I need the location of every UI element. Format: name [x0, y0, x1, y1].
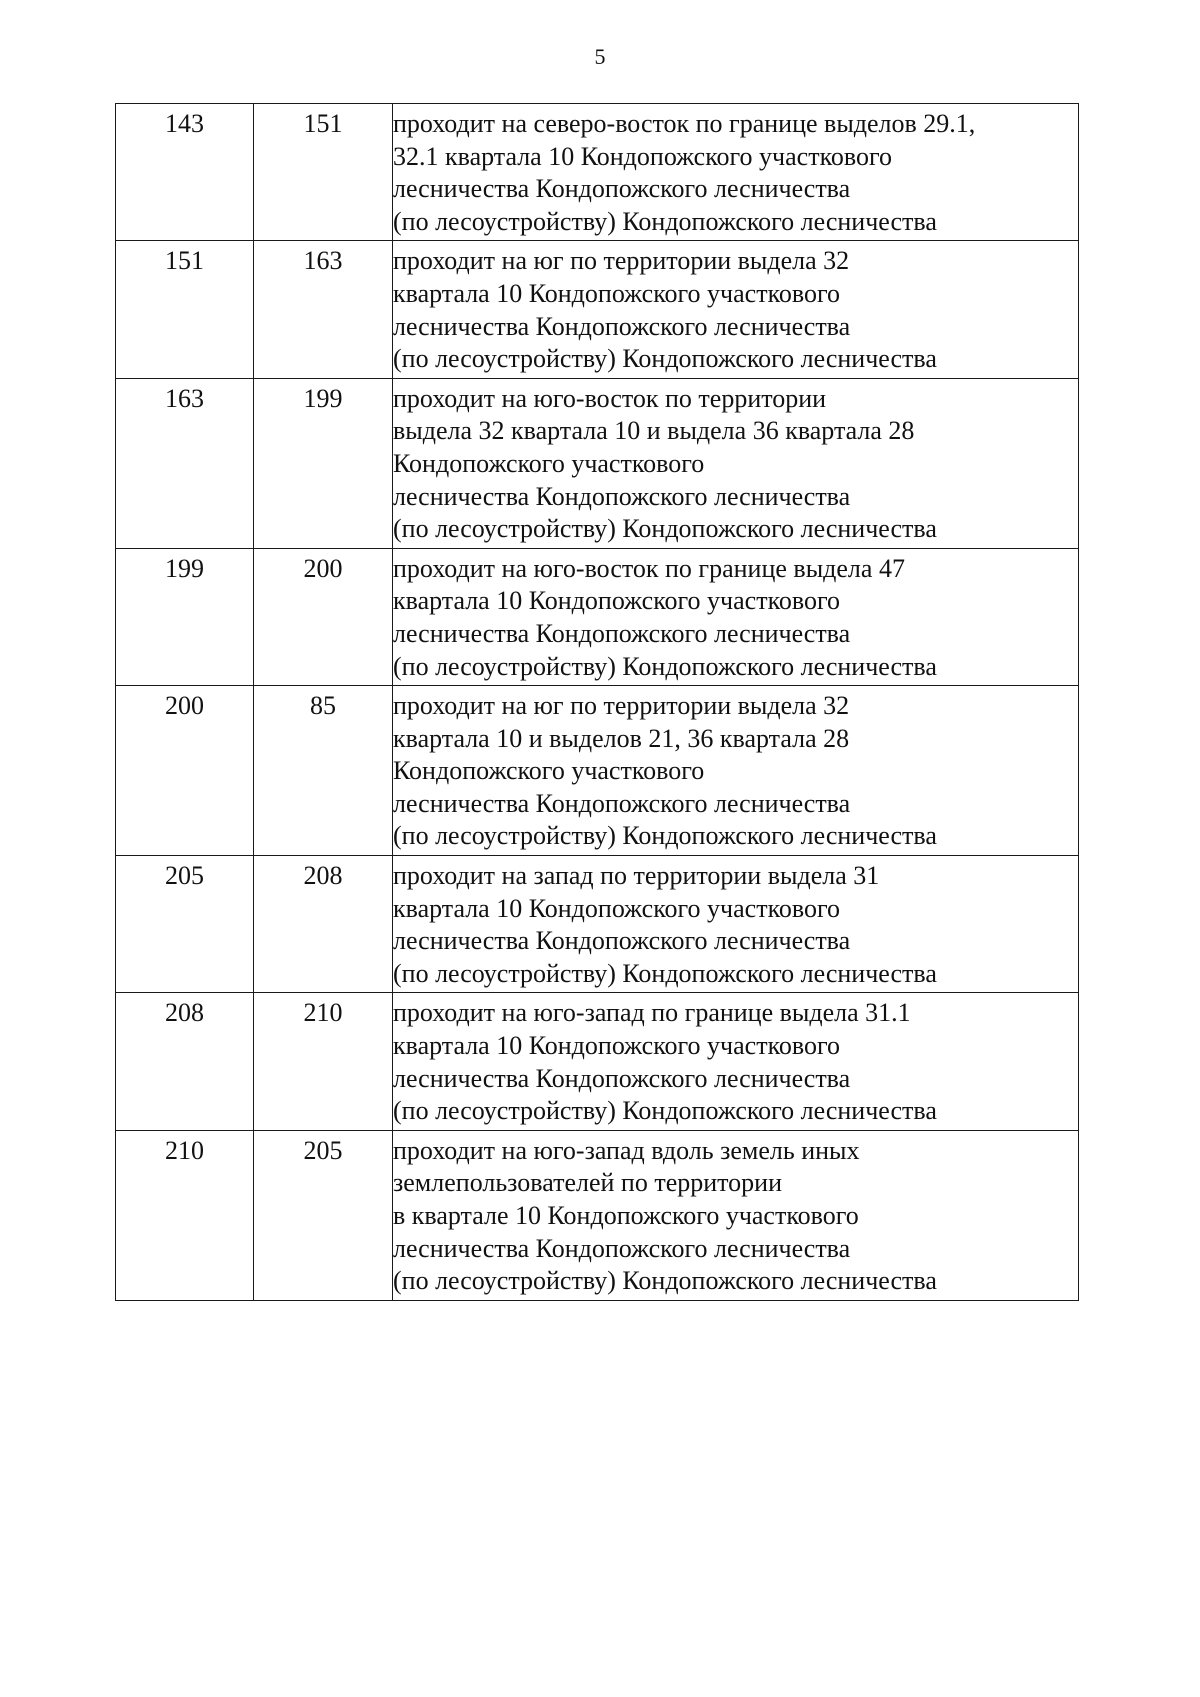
boundary-description-cell: проходит на юго-восток по границе выдела 47 квартала 10 Кондопожского участкового лесничества Кондопожского лесничества (по лесоустройству) Кондопожского лесничества [393, 548, 1079, 685]
boundary-description-cell: проходит на юго-запад по границе выдела 31.1 квартала 10 Кондопожского участкового лесничества Кондопожского лесничества (по лесоустройству) Кондопожского лесничества [393, 993, 1079, 1130]
point-to-cell: 200 [254, 548, 393, 685]
point-from-cell: 205 [116, 856, 254, 993]
point-to-cell: 205 [254, 1130, 393, 1300]
table-row [116, 241, 1079, 378]
table-body [116, 104, 1079, 1301]
table-row [116, 378, 1079, 548]
table-row [116, 993, 1079, 1130]
point-to-cell: 151 [254, 104, 393, 241]
boundary-table [115, 103, 1079, 1301]
point-from-cell: 199 [116, 548, 254, 685]
point-from-cell: 163 [116, 378, 254, 548]
boundary-description-cell: проходит на северо-восток по границе выделов 29.1, 32.1 квартала 10 Кондопожского участкового лесничества Кондопожского лесничества (по лесоустройству) Кондопожского лесничества [393, 104, 1079, 241]
table-row [116, 856, 1079, 993]
boundary-description-cell: проходит на юго-восток по территории выдела 32 квартала 10 и выдела 36 квартала 28 Кондопожского участкового лесничества Кондопожского лесничества (по лесоустройству) Кондопожского лесничества [393, 378, 1079, 548]
point-to-cell: 208 [254, 856, 393, 993]
point-to-cell: 199 [254, 378, 393, 548]
point-from-cell: 208 [116, 993, 254, 1130]
point-to-cell: 85 [254, 686, 393, 856]
boundary-description-cell: проходит на юг по территории выдела 32 квартала 10 Кондопожского участкового лесничества Кондопожского лесничества (по лесоустройству) Кондопожского лесничества [393, 241, 1079, 378]
point-from-cell: 151 [116, 241, 254, 378]
table-row [116, 686, 1079, 856]
boundary-description-cell: проходит на юго-запад вдоль земель иных землепользователей по территории в квартале 10 Кондопожского участкового лесничества Кондопожского лесничества (по лесоустройству) Кондопожского лесничества [393, 1130, 1079, 1300]
point-to-cell: 210 [254, 993, 393, 1130]
page-number: 5 [594, 44, 606, 69]
table-row [116, 1130, 1079, 1300]
boundary-description-cell: проходит на запад по территории выдела 31 квартала 10 Кондопожского участкового лесничества Кондопожского лесничества (по лесоустройству) Кондопожского лесничества [393, 856, 1079, 993]
point-to-cell: 163 [254, 241, 393, 378]
point-from-cell: 210 [116, 1130, 254, 1300]
point-from-cell: 143 [116, 104, 254, 241]
point-from-cell: 200 [116, 686, 254, 856]
table-row [116, 104, 1079, 241]
table-row [116, 548, 1079, 685]
boundary-description-cell: проходит на юг по территории выдела 32 квартала 10 и выделов 21, 36 квартала 28 Кондопожского участкового лесничества Кондопожского лесничества (по лесоустройству) Кондопожского лесничества [393, 686, 1079, 856]
